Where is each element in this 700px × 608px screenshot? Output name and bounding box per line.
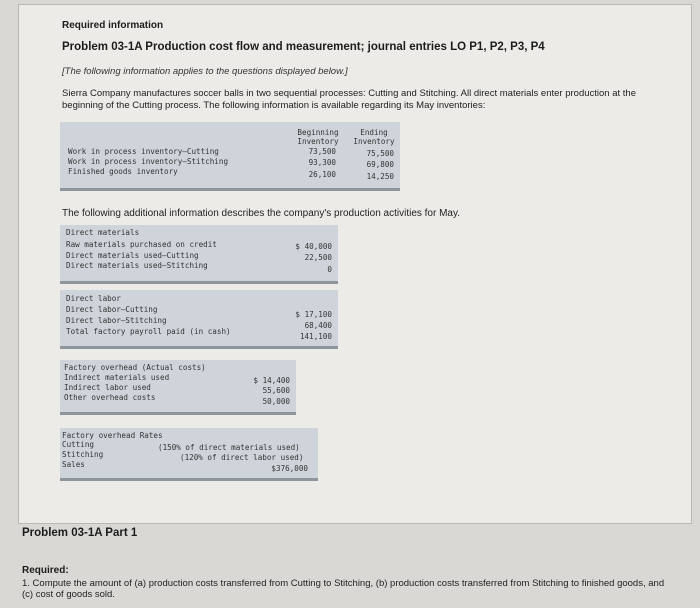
direct-materials-row-label: Direct materials used—Stitching	[66, 261, 208, 270]
required-information-label: Required information	[62, 20, 164, 31]
inventory-row-ending: 75,500	[366, 149, 394, 158]
inventory-row-beginning: 93,300	[308, 158, 336, 167]
instruction-note: [The following information applies to the questions displayed below.]	[62, 66, 348, 77]
inventory-table-rule	[60, 188, 400, 191]
problem-title: Problem 03-1A Production cost flow and measurement; journal entries LO P1, P2, P3, P4	[62, 41, 545, 53]
direct-materials-row-label: Raw materials purchased on credit	[66, 240, 217, 249]
direct-materials-heading: Direct materials	[66, 228, 140, 237]
overhead-rates-row-value: (150% of direct materials used)	[158, 443, 300, 452]
direct-labor-rule	[60, 346, 338, 349]
inventory-row-label: Work in process inventory—Stitching	[68, 157, 229, 166]
col-ending-header	[348, 128, 400, 146]
intro-paragraph: Sierra Company manufactures soccer balls in two sequential processes: Cutting and Stitching. All direct materials enter production at the beginning of the Cutting process. The following information is available regarding its May inventories:	[62, 88, 636, 111]
additional-info-sentence: The following additional information describes the company's production activities for May.	[62, 208, 461, 219]
inventory-row-beginning: 26,100	[308, 170, 336, 179]
factory-overhead-row-value: 50,000	[262, 397, 290, 406]
col-beginning-line1: Beginning	[297, 128, 339, 137]
required-text: 1. Compute the amount of (a) production costs transferred from Cutting to Stitching, (b) production costs transferred from Stitching to finished goods, and (c) cost of goods sold.	[22, 578, 665, 600]
factory-overhead-row-label: Indirect materials used	[64, 373, 170, 382]
direct-labor-row-value: $ 17,100	[295, 310, 332, 319]
overhead-rates-row-label: Sales	[62, 460, 85, 469]
overhead-rates-row-value: (120% of direct labor used)	[180, 453, 304, 462]
required-label: Required:	[22, 565, 69, 576]
direct-materials-rule	[60, 281, 338, 284]
factory-overhead-heading: Factory overhead (Actual costs)	[64, 363, 206, 372]
direct-materials-row-value: 22,500	[304, 253, 332, 262]
direct-materials-row-value: $ 40,000	[295, 242, 332, 251]
factory-overhead-rule	[60, 412, 296, 415]
direct-materials-row-value: 0	[327, 265, 332, 274]
factory-overhead-row-value: $ 14,400	[253, 376, 290, 385]
inventory-row-ending: 14,250	[366, 172, 394, 181]
factory-overhead-row-value: 55,600	[262, 386, 290, 395]
inventory-row-label: Work in process inventory—Cutting	[68, 147, 219, 156]
overhead-rates-row-value: $376,000	[271, 464, 308, 473]
inventory-row-ending: 69,800	[366, 160, 394, 169]
factory-overhead-row-label: Other overhead costs	[64, 393, 156, 402]
direct-labor-row-label: Total factory payroll paid (in cash)	[66, 327, 231, 336]
factory-overhead-row-label: Indirect labor used	[64, 383, 151, 392]
col-ending-line1: Ending	[360, 128, 388, 137]
part-title: Problem 03-1A Part 1	[22, 527, 138, 539]
direct-labor-row-value: 68,400	[304, 321, 332, 330]
col-beginning-line2: Inventory	[297, 137, 339, 146]
inventory-row-label: Finished goods inventory	[68, 167, 178, 176]
overhead-rates-rule	[60, 478, 318, 481]
direct-labor-row-label: Direct labor—Stitching	[66, 316, 167, 325]
direct-labor-row-value: 141,100	[299, 332, 332, 341]
overhead-rates-row-label: Cutting	[62, 440, 95, 449]
inventory-row-beginning: 73,500	[308, 147, 336, 156]
col-ending-line2: Inventory	[353, 137, 395, 146]
direct-labor-row-label: Direct labor—Cutting	[66, 305, 158, 314]
col-beginning-header	[290, 128, 346, 146]
overhead-rates-row-label: Stitching	[62, 450, 104, 459]
direct-materials-row-label: Direct materials used—Cutting	[66, 251, 199, 260]
direct-labor-heading: Direct labor	[66, 294, 121, 303]
overhead-rates-heading: Factory overhead Rates	[62, 431, 163, 440]
